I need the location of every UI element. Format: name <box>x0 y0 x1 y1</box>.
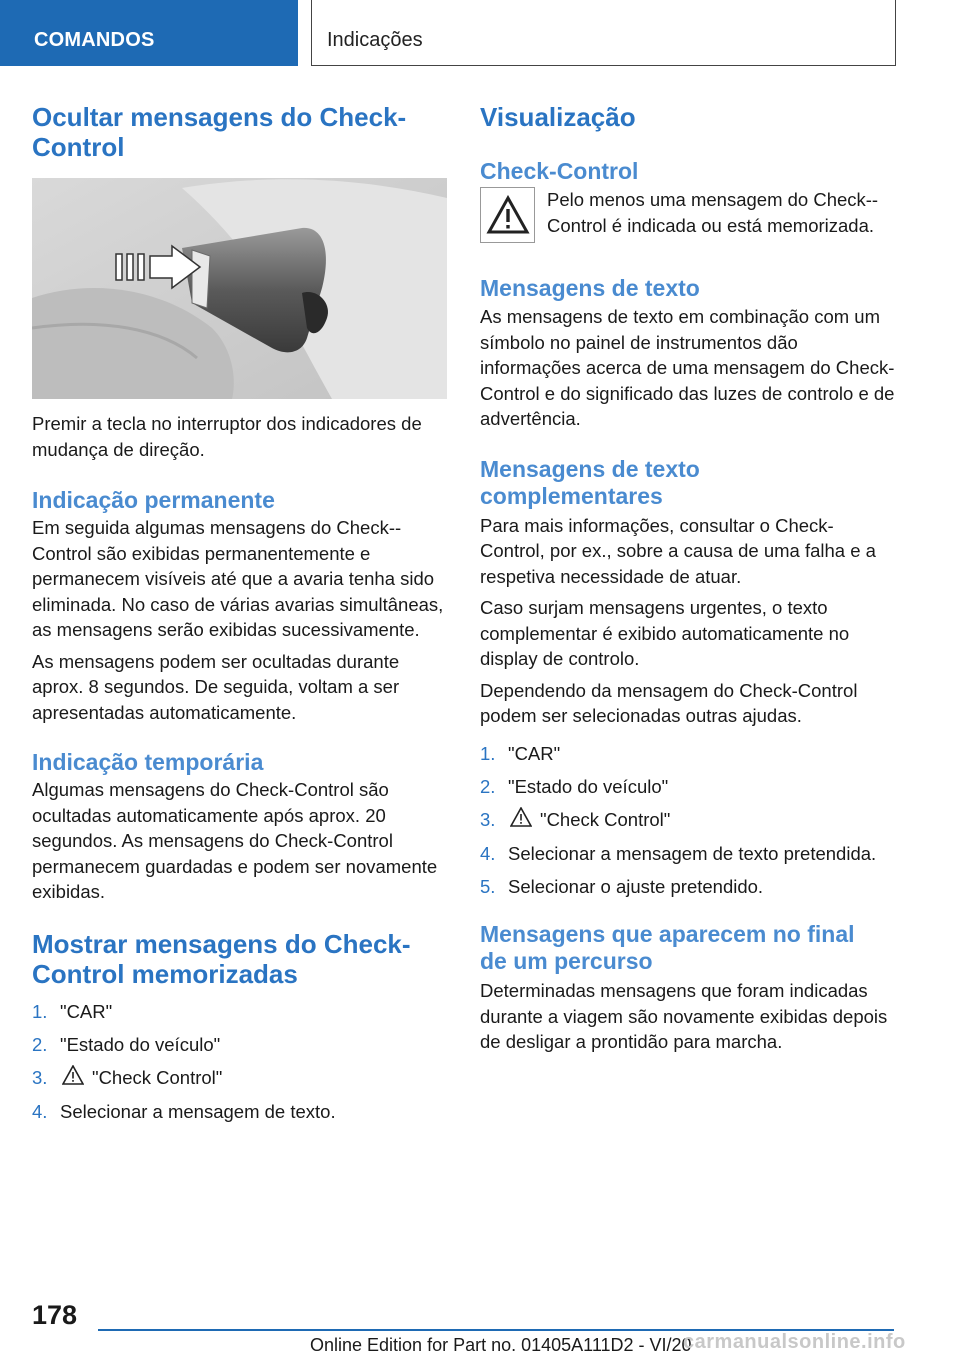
list-item <box>32 1032 447 1058</box>
text-messages-text: As mensagens de texto em combinação com um símbolo no painel de instrumentos dão informações acerca de uma mensagem do Check-Control e do significado das luzes de controlo e de advertência. <box>480 306 895 429</box>
list-item <box>480 807 898 834</box>
permanent-text-1: Em seguida algumas mensagens do Check--Control são exibidas permanentemente e permanecem visíveis até que a avaria tenha sido eliminada. No caso de várias avarias simultâneas, as mensagens serão exibidas sucessivamente. <box>32 517 444 640</box>
left-column <box>32 102 447 1132</box>
list-item <box>480 841 898 867</box>
edition-text: Online Edition for Part no. 01405A111D2 - VI/20 <box>310 1335 692 1355</box>
step-number: 1. <box>32 1000 48 1022</box>
step-number: 3. <box>32 1067 48 1088</box>
step-number: 4. <box>480 842 496 864</box>
step-text: Selecionar o ajuste pretendido. <box>508 875 764 897</box>
warning-triangle-icon <box>510 807 534 834</box>
chapter-label: Indicações <box>327 29 423 51</box>
temporary-text-1: Algumas mensagens do Check-Control são ocultadas automaticamente após aprox. 20 segundos. As mensagens do Check-Control permanecem guardadas e podem ser novamente exibidas. <box>32 779 438 902</box>
step-number: 4. <box>32 1100 48 1122</box>
step-number: 5. <box>480 875 496 897</box>
step-text: "Check Control" <box>540 809 671 830</box>
show-stored-heading: Mostrar mensagens do Check-Control memorizadas <box>32 928 411 989</box>
list-item <box>32 999 447 1025</box>
text-messages-heading: Mensagens de texto <box>480 275 700 301</box>
step-text: "CAR" <box>508 742 561 764</box>
warning-text: Pelo menos uma mensagem do Check--Control é indicada ou está memorizada. <box>547 189 879 236</box>
step-number: 2. <box>480 775 496 797</box>
hide-messages-title: Ocultar mensagens do Check-Control <box>32 102 407 162</box>
step-text: Selecionar a mensagem de texto pretendida. <box>508 842 877 864</box>
end-of-trip-heading: Mensagens que aparecem no final de um percurso <box>480 921 855 974</box>
list-item <box>480 741 898 767</box>
step-text: "Check Control" <box>92 1067 223 1088</box>
stalk-drawing <box>32 178 447 399</box>
section-tab <box>0 0 298 66</box>
temporary-heading: Indicação temporária <box>32 749 264 775</box>
permanent-text-2: As mensagens podem ser ocultadas durante aprox. 8 segundos. De seguida, voltam a ser apresentadas automaticamente. <box>32 650 400 723</box>
image-caption: Premir a tecla no interruptor dos indicadores de mudança de direção. <box>32 413 422 460</box>
check-control-heading: Check-Control <box>480 158 639 184</box>
list-item <box>32 1099 447 1125</box>
right-column <box>480 102 898 1055</box>
step-text: "CAR" <box>60 1000 113 1022</box>
display-title: Visualização <box>480 102 636 132</box>
supplementary-text-1: Para mais informações, consultar o Check-Control, por ex., sobre a causa de uma falha e a respetiva necessidade de atuar. <box>480 514 876 587</box>
step-text: Selecionar a mensagem de texto. <box>60 1100 336 1122</box>
warning-triangle-icon <box>480 187 535 243</box>
check-control-warning <box>480 187 898 243</box>
end-of-trip-text: Determinadas mensagens que foram indicadas durante a viagem são novamente exibidas depois de desligar a prontidão para marcha. <box>480 980 888 1052</box>
step-text: "Estado do veículo" <box>60 1033 221 1055</box>
show-stored-steps <box>32 999 447 1125</box>
step-number: 3. <box>480 809 496 830</box>
permanent-heading: Indicação permanente <box>32 487 275 513</box>
supplementary-heading: Mensagens de texto complementares <box>480 455 700 509</box>
warning-triangle-icon <box>62 1065 86 1092</box>
list-item <box>32 1065 447 1092</box>
page-number: 178 <box>32 1300 78 1330</box>
step-number: 1. <box>480 742 496 764</box>
step-text: "Estado do veículo" <box>508 775 669 797</box>
supplementary-steps <box>480 741 898 900</box>
supplementary-text-3: Dependendo da mensagem do Check-Control podem ser selecionadas outras ajudas. <box>480 679 858 726</box>
watermark: carmanualsonline.info <box>683 1331 906 1353</box>
supplementary-text-2: Caso surjam mensagens urgentes, o texto complementar é exibido automaticamente no display de controlo. <box>480 597 850 669</box>
turn-signal-stalk-illustration <box>32 178 447 399</box>
chapter-header <box>311 0 896 66</box>
list-item <box>480 874 898 900</box>
step-number: 2. <box>32 1033 48 1055</box>
list-item <box>480 774 898 800</box>
section-label: COMANDOS <box>34 29 155 51</box>
